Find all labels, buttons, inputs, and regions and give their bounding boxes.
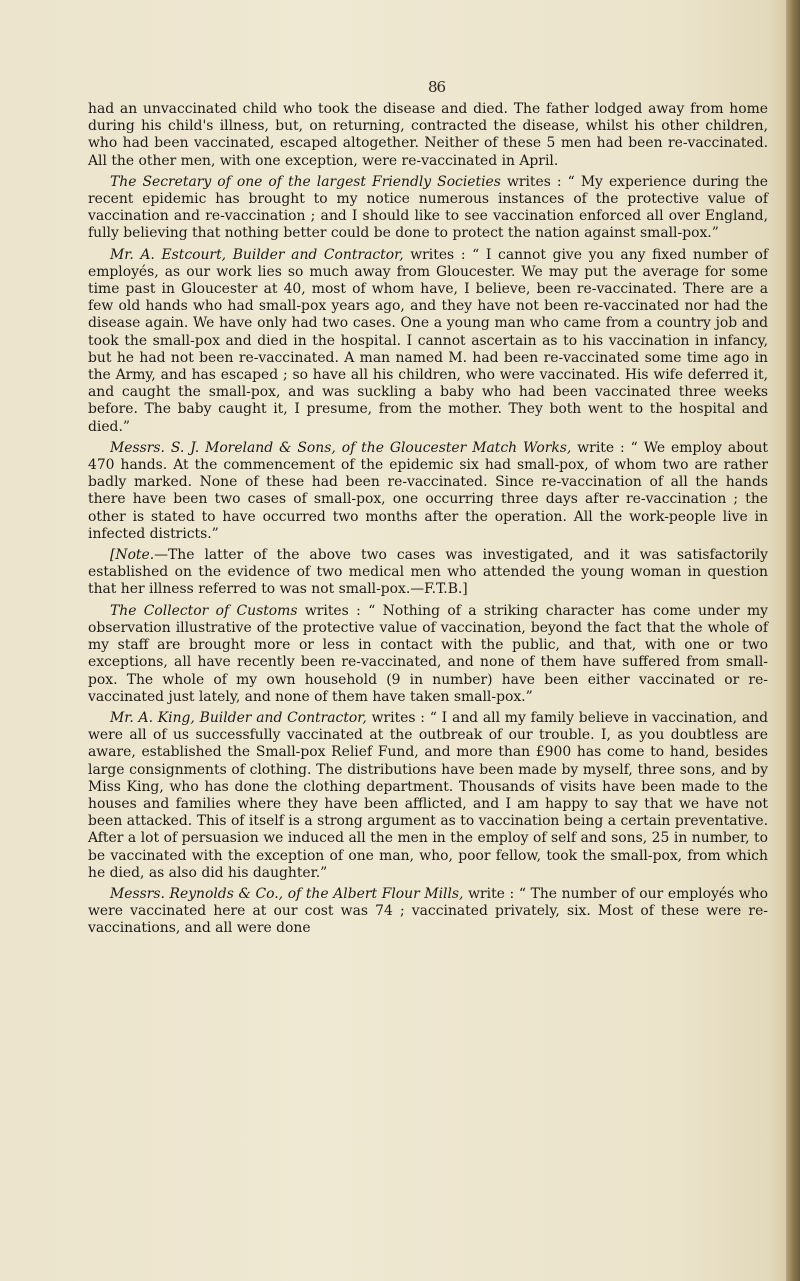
paragraph-friendly-society-secretary	[88, 174, 768, 243]
paragraph-text: writes : “ My experience during the recent epidemic has brought to my notice numerous instances of the protective value of vaccination and re-vaccination ; and I should like to see vaccination enforced all over England, fully believing that nothing better could be done to protect the nation against small-pox.”	[88, 173, 768, 242]
paragraph-text: writes : “ Nothing of a striking character has come under my observation illustrative of the protective value of vaccination, beyond the fact that the whole of my staff are brought more or less in contact with the public, and that, with one or two exceptions, all have recently been re-vaccinated, and none of them have suffered from small-pox. The whole of my own household (9 in number) have been either vaccinated or re-vaccinated just lately, and none of them have taken small-pox.”	[88, 602, 768, 705]
paragraph-note	[88, 547, 768, 599]
page-number: 86	[428, 78, 446, 96]
paragraph-text: writes : “ I and all my family believe in vaccination, and were all of us successfully vaccinated at the outbreak of our trouble. I, as you doubtless are aware, established the Small-pox Relief Fund, and more than £900 has come to hand, besides large consignments of clothing. The distributions have been made by myself, three sons, and by Miss King, who has done the clothing department. Thousands of visits have been made to the houses and families where they have been afflicted, and I am happy to say that we have not been attacked. This of itself is a strong argument as to vaccination being a certain preventative. After a lot of persuasion we induced all the men in the employ of self and sons, 25 in number, to be vaccinated with the exception of one man, who, poor fellow, took the small-pox, from which he died, as also did his daughter.”	[88, 709, 768, 881]
paragraph-reynolds	[88, 886, 768, 938]
paragraph-text: —The latter of the above two cases was investigated, and it was satisfactorily established on the evidence of two medical men who attended the young woman in question that her illness referred to was not small-pox.—F.T.B.]	[88, 547, 768, 598]
paragraph-text: write : “ We employ about 470 hands. At the commencement of the epidemic six had small-pox, of whom two are rather badly marked. None of these had been re-vaccinated. Since re-vaccination of all the hands there have been two cases of small-pox, one occurring three days after re-vaccination ; the other is stated to have occurred two months after the operation. All the work-people live in infected districts.”	[88, 439, 768, 542]
paragraph-estcourt	[88, 247, 768, 436]
page-edge	[786, 0, 800, 1281]
paragraph-text: write : “ The number of our employés who were vaccinated here at our cost was 74 ; vaccinated privately, six. Most of these were re-vaccinations, and all were done	[88, 885, 769, 937]
paragraph-attribution: The Secretary of one of the largest Friendly Societies	[110, 173, 501, 190]
paragraph-attribution: [Note.	[110, 547, 155, 564]
paragraph-attribution: Mr. A. Estcourt, Builder and Contractor,	[110, 246, 404, 263]
paragraph-collector-of-customs	[88, 603, 768, 706]
paragraph-moreland	[88, 440, 768, 543]
paragraph-king	[88, 710, 768, 882]
body-text	[88, 101, 768, 942]
paragraph-attribution: Messrs. Reynolds & Co., of the Albert Flour Mills,	[110, 885, 464, 902]
paragraph-attribution: Mr. A. King, Builder and Contractor,	[110, 709, 367, 726]
paragraph-text: writes : “ I cannot give you any fixed number of employés, as our work lies so much away from Gloucester. We may put the average for some time past in Gloucester at 40, most of whom have, I believe, been re-vaccinated. There are a few old hands who had small-pox years ago, and they have not been re-vaccinated nor had the disease again. We have only had two cases. One a young man who came from a country job and took the small-pox and died in the hospital. I cannot ascertain as to his vaccination in infancy, but he had not been re-vaccinated. A man named M. had been re-vaccinated some time ago in the Army, and has escaped ; so have all his children, who were vaccinated. His wife deferred it, and caught the small-pox, and was suckling a baby who had been vaccinated three weeks before. The baby caught it, I presume, from the mother. They both went to the hospital and died.”	[88, 246, 768, 435]
paragraph-continuation	[88, 101, 768, 170]
paragraph-attribution: Messrs. S. J. Moreland & Sons, of the Gloucester Match Works,	[110, 439, 572, 456]
paragraph-text: had an unvaccinated child who took the disease and died. The father lodged away from home during his child's illness, but, on returning, contracted the disease, whilst his other children, who had been vaccinated, escaped altogether. Neither of these 5 men had been re-vaccinated. All the other men, with one exception, were re-vaccinated in April.	[88, 101, 768, 169]
paragraph-attribution: The Collector of Customs	[110, 602, 298, 619]
